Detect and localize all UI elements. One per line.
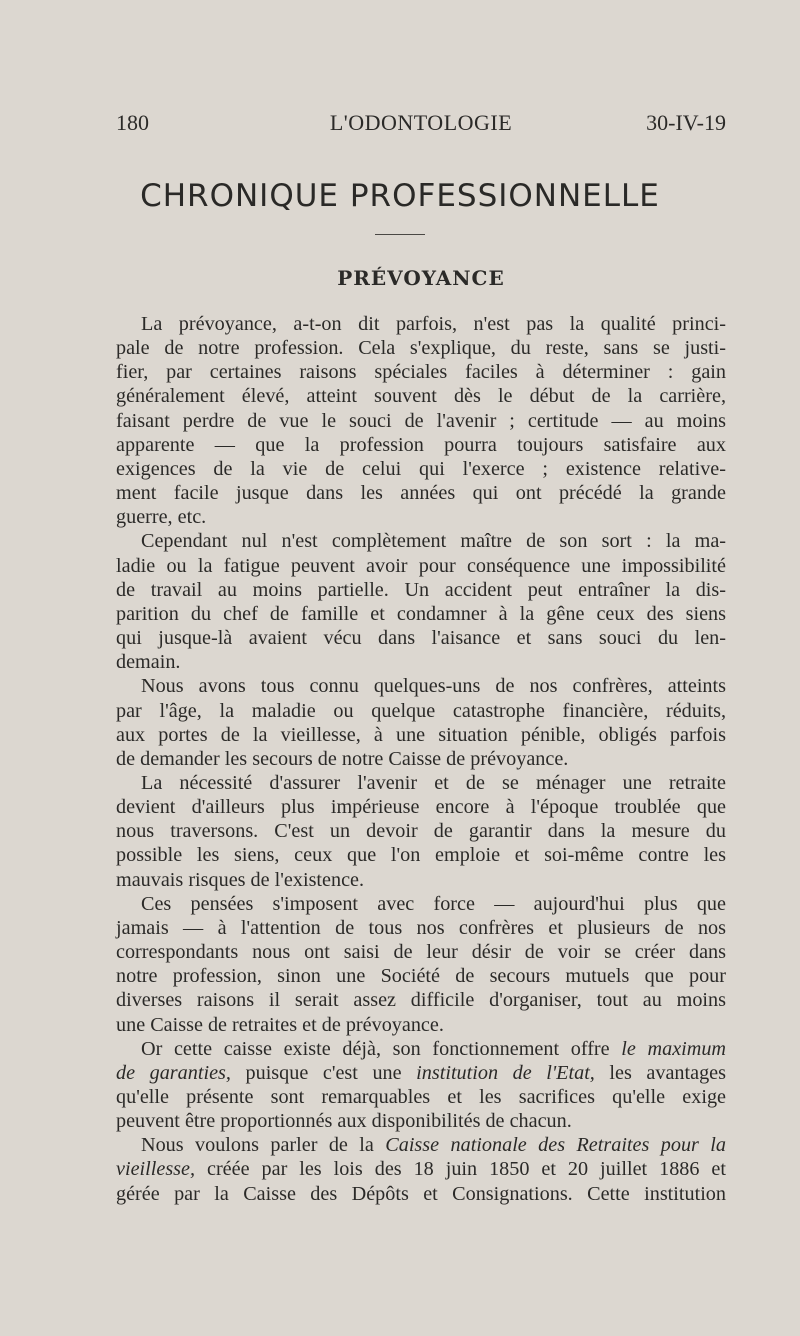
text-span: parition du chef de famille et condamner à la gêne ceux des siens bbox=[116, 602, 726, 625]
text-line bbox=[116, 1085, 726, 1109]
text-line bbox=[116, 360, 726, 384]
text-span: les avantages bbox=[594, 1061, 726, 1084]
text-line bbox=[116, 481, 726, 505]
text-line bbox=[116, 892, 726, 916]
text-span: Nous avons tous connu quelques-uns de nos confrères, atteints bbox=[141, 675, 726, 698]
italic-text: le maximum bbox=[621, 1037, 727, 1060]
text-line bbox=[116, 1013, 726, 1037]
text-span: La nécessité d'assurer l'avenir et de se ménager une retraite bbox=[141, 771, 726, 794]
text-span: puisque c'est une bbox=[230, 1061, 417, 1084]
text-span: exigences de la vie de celui qui l'exerce ; existence relative- bbox=[116, 457, 726, 480]
text-span: jamais — à l'attention de tous nos confrères et plusieurs de nos bbox=[116, 916, 726, 939]
text-span: devient d'ailleurs plus impérieuse encore à l'époque troublée que bbox=[116, 796, 726, 819]
text-line bbox=[116, 433, 726, 457]
text-span: apparente — que la profession pourra toujours satisfaire aux bbox=[116, 433, 726, 456]
italic-text: de garanties, bbox=[116, 1061, 231, 1084]
text-line bbox=[116, 699, 726, 723]
text-line bbox=[116, 1061, 726, 1085]
text-line bbox=[116, 529, 726, 553]
text-span: aux portes de la vieillesse, à une situation pénible, obligés parfois bbox=[116, 723, 726, 746]
text-span: créée par les lois des 18 juin 1850 et 20 juillet 1886 et bbox=[195, 1158, 726, 1181]
italic-text: Caisse nationale des Retraites pour la bbox=[385, 1134, 727, 1157]
text-span: possible les siens, ceux que l'on emploie et soi-même contre les bbox=[116, 844, 726, 867]
text-line bbox=[116, 554, 726, 578]
title-rule bbox=[375, 234, 425, 235]
text-line bbox=[116, 988, 726, 1012]
text-span: Nous voulons parler de la bbox=[141, 1134, 386, 1157]
text-line bbox=[116, 1157, 726, 1181]
text-line bbox=[116, 650, 726, 674]
text-line bbox=[116, 940, 726, 964]
text-span: mauvais risques de l'existence. bbox=[116, 868, 365, 891]
text-span: demain. bbox=[116, 651, 181, 674]
text-span: fier, par certaines raisons spéciales faciles à déterminer : gain bbox=[116, 361, 726, 384]
text-span: qu'elle présente sont remarquables et les sacrifices qu'elle exige bbox=[116, 1086, 726, 1108]
text-line bbox=[116, 674, 726, 698]
text-line bbox=[116, 795, 726, 819]
journal-title: L'ODONTOLOGIE bbox=[329, 110, 513, 135]
text-line bbox=[116, 1182, 726, 1206]
text-line bbox=[116, 1133, 726, 1157]
text-span: ment facile jusque dans les années qui ont précédé la grande bbox=[116, 482, 726, 505]
text-span: gérée par la Caisse des Dépôts et Consignations. Cette institution bbox=[116, 1182, 726, 1205]
page-number: 180 bbox=[116, 110, 149, 135]
italic-text: vieillesse, bbox=[116, 1158, 196, 1181]
text-line bbox=[116, 505, 726, 529]
text-line bbox=[116, 819, 726, 843]
text-span: qui jusque-là avaient vécu dans l'aisance et sans souci du len- bbox=[116, 627, 726, 650]
text-span: guerre, etc. bbox=[116, 506, 207, 529]
italic-text: institution de l'Etat, bbox=[416, 1061, 595, 1084]
text-span: généralement élevé, atteint souvent dès le début de la carrière, bbox=[116, 385, 726, 408]
text-span: nous traversons. C'est un devoir de garantir dans la mesure du bbox=[116, 820, 726, 843]
text-span: une Caisse de retraites et de prévoyance. bbox=[116, 1013, 444, 1036]
text-span: Cependant nul n'est complètement maître de son sort : la ma- bbox=[141, 530, 726, 553]
text-span: diverses raisons il serait assez difficile d'organiser, tout au moins bbox=[116, 989, 726, 1012]
text-span: par l'âge, la maladie ou quelque catastrophe financière, réduits, bbox=[116, 699, 726, 722]
text-span: ladie ou la fatigue peuvent avoir pour conséquence une impossibilité bbox=[116, 554, 726, 577]
text-span: de demander les secours de notre Caisse de prévoyance. bbox=[116, 747, 569, 770]
article-body bbox=[116, 312, 726, 1206]
text-line bbox=[116, 916, 726, 940]
running-header bbox=[116, 110, 726, 140]
text-span: correspondants nous ont saisi de leur désir de voir se créer dans bbox=[116, 941, 726, 964]
text-span: peuvent être proportionnés aux disponibilités de chacun. bbox=[116, 1110, 572, 1133]
text-line bbox=[116, 384, 726, 408]
text-line bbox=[116, 626, 726, 650]
text-span: Or cette caisse existe déjà, son fonctionnement offre bbox=[141, 1037, 622, 1060]
text-line bbox=[116, 747, 726, 771]
text-line bbox=[116, 409, 726, 433]
text-span: La prévoyance, a-t-on dit parfois, n'est pas la qualité princi- bbox=[141, 313, 726, 335]
text-line bbox=[116, 771, 726, 795]
text-span: notre profession, sinon une Société de secours mutuels que pour bbox=[116, 965, 726, 988]
section-title: PRÉVOYANCE bbox=[337, 266, 505, 290]
text-line bbox=[116, 1109, 726, 1133]
chronicle-title: CHRONIQUE PROFESSIONNELLE bbox=[140, 178, 660, 214]
issue-date: 30-IV-19 bbox=[646, 110, 726, 135]
text-line bbox=[116, 964, 726, 988]
text-span: Ces pensées s'imposent avec force — aujourd'hui plus que bbox=[141, 892, 726, 915]
text-line bbox=[116, 1037, 726, 1061]
text-span: de travail au moins partielle. Un accident peut entraîner la dis- bbox=[116, 578, 726, 601]
text-line bbox=[116, 723, 726, 747]
text-line bbox=[116, 457, 726, 481]
text-line bbox=[116, 843, 726, 867]
text-line bbox=[116, 578, 726, 602]
text-line bbox=[116, 336, 726, 360]
text-line bbox=[116, 312, 726, 336]
text-line bbox=[116, 602, 726, 626]
text-span: pale de notre profession. Cela s'explique, du reste, sans se justi- bbox=[116, 337, 726, 360]
text-line bbox=[116, 868, 726, 892]
text-span: faisant perdre de vue le souci de l'avenir ; certitude — au moins bbox=[116, 409, 726, 432]
